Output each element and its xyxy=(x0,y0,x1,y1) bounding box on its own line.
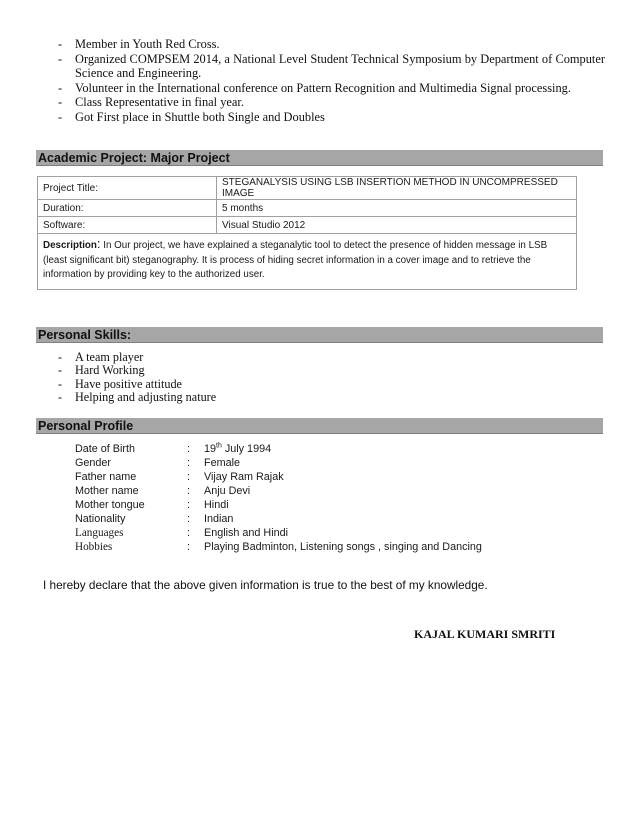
dob-suffix: th xyxy=(216,442,222,450)
separator: : xyxy=(187,527,190,539)
table-row xyxy=(38,177,577,200)
list-item xyxy=(55,110,605,125)
list-item xyxy=(55,351,216,364)
activity-text: Class Representative in final year. xyxy=(75,95,244,109)
languages-value: English and Hindi xyxy=(204,527,289,539)
description-label: Description xyxy=(43,240,97,251)
hobbies-label: Hobbies xyxy=(75,541,113,553)
description-colon: : xyxy=(96,236,101,251)
list-item xyxy=(55,391,216,404)
gender-value: Female xyxy=(204,457,241,469)
dob-day: 19 xyxy=(204,443,217,455)
profile-row-tongue xyxy=(75,498,482,512)
project-description xyxy=(38,234,577,290)
separator: : xyxy=(187,541,190,553)
mother-name-label: Mother name xyxy=(75,485,139,497)
separator: : xyxy=(187,443,190,455)
list-item xyxy=(55,378,216,391)
duration-label: Duration: xyxy=(38,200,217,217)
list-item xyxy=(55,52,605,81)
separator: : xyxy=(187,471,190,483)
project-title-label: Project Title: xyxy=(38,177,217,200)
bullet-dash: - xyxy=(58,390,63,405)
languages-label: Languages xyxy=(75,527,124,539)
activity-text: Organized COMPSEM 2014, a National Level Student Technical Symposium by Department of Computer Science and Engineering. xyxy=(75,51,605,80)
profile-row-hobbies xyxy=(75,540,482,554)
duration-value: 5 months xyxy=(217,200,577,217)
skill-text: Helping and adjusting nature xyxy=(75,390,217,405)
nationality-value: Indian xyxy=(204,513,234,525)
bullet-dash: - xyxy=(58,37,63,51)
profile-row-nationality xyxy=(75,512,482,526)
project-table xyxy=(37,176,577,290)
profile-details xyxy=(75,442,482,554)
dob-rest: July 1994 xyxy=(221,443,272,455)
bullet-dash: - xyxy=(58,350,63,364)
list-item xyxy=(55,364,216,377)
activity-text: Member in Youth Red Cross. xyxy=(75,37,220,51)
skill-text: Have positive attitude xyxy=(75,376,182,391)
skill-text: A team player xyxy=(75,350,144,364)
activities-list xyxy=(55,37,605,124)
list-item xyxy=(55,81,605,96)
activity-text: Got First place in Shuttle both Single and Doubles xyxy=(75,109,325,124)
academic-project-header: Academic Project: Major Project xyxy=(36,150,603,166)
separator: : xyxy=(187,485,190,497)
bullet-dash: - xyxy=(58,51,63,66)
personal-skills-header: Personal Skills: xyxy=(36,327,603,343)
software-value: Visual Studio 2012 xyxy=(217,217,577,234)
profile-row-languages xyxy=(75,526,482,540)
gender-label: Gender xyxy=(75,457,112,469)
profile-row-dob xyxy=(75,442,482,456)
list-item xyxy=(55,95,605,110)
profile-row-mother xyxy=(75,484,482,498)
bullet-dash: - xyxy=(58,109,63,124)
bullet-dash: - xyxy=(58,363,63,378)
table-row xyxy=(38,200,577,217)
bullet-dash: - xyxy=(58,376,63,391)
mother-name-value: Anju Devi xyxy=(204,485,251,497)
mother-tongue-value: Hindi xyxy=(204,499,229,511)
description-text: In Our project, we have explained a steganalytic tool to detect the presence of hidden message in LSB (least significant bit) steganography. It is process of hiding secret information in a cover image and to retrieve the information by providing key to the authorized user. xyxy=(43,240,548,280)
declaration-text: I hereby declare that the above given information is true to the best of my knowledge. xyxy=(43,578,488,592)
separator: : xyxy=(187,513,190,525)
hobbies-value: Playing Badminton, Listening songs , singing and Dancing xyxy=(204,541,482,553)
software-label: Software: xyxy=(38,217,217,234)
nationality-label: Nationality xyxy=(75,513,126,525)
bullet-dash: - xyxy=(58,95,63,109)
skill-text: Hard Working xyxy=(75,363,145,378)
dob-value xyxy=(204,443,271,455)
list-item xyxy=(55,37,605,52)
skills-list xyxy=(55,351,216,405)
table-row xyxy=(38,234,577,290)
bullet-dash: - xyxy=(58,80,63,95)
mother-tongue-label: Mother tongue xyxy=(75,499,145,511)
profile-row-gender xyxy=(75,456,482,470)
dob-label: Date of Birth xyxy=(75,443,136,455)
separator: : xyxy=(187,457,190,469)
profile-row-father xyxy=(75,470,482,484)
signature-name: KAJAL KUMARI SMRITI xyxy=(414,627,556,641)
table-row xyxy=(38,217,577,234)
father-name-value: Vijay Ram Rajak xyxy=(204,471,284,483)
project-title-value: STEGANALYSIS USING LSB INSERTION METHOD IN UNCOMPRESSED IMAGE xyxy=(217,177,577,200)
activity-text: Volunteer in the International conference on Pattern Recognition and Multimedia Signal processing. xyxy=(75,80,571,95)
separator: : xyxy=(187,499,190,511)
personal-profile-header: Personal Profile xyxy=(36,418,603,434)
father-name-label: Father name xyxy=(75,471,137,483)
